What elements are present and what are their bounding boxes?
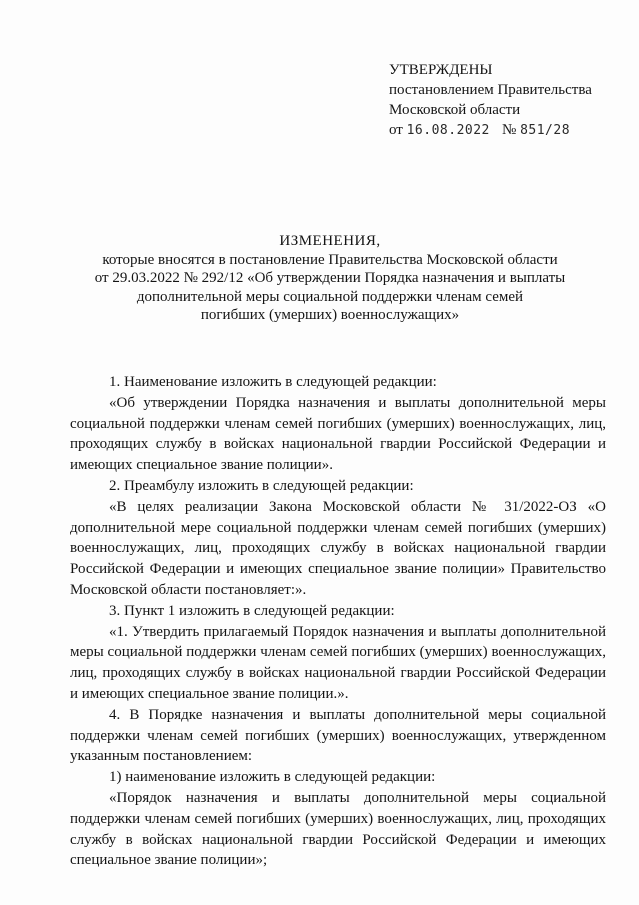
approval-number-prefix: № [502,122,517,138]
document-body [70,372,606,871]
approval-stamp-block [389,60,629,140]
approval-date-number-line [389,120,629,140]
approval-title: УТВЕРЖДЕНЫ [389,62,493,78]
paragraph-4-item-1-quote: «Порядок назначения и выплаты дополнительной меры социальной поддержки членам семей погибших (умерших) военнослужащих, лиц, проходящих службу в войсках национальной гвардии Российской Федерации и имеющих специальное звание полиции»; [70,789,606,869]
heading-line-3: дополнительной меры социальной поддержки членам семей [136,288,524,305]
paragraph-3: 3. Пункт 1 изложить в следующей редакции: [109,602,395,619]
paragraph-2-quote: «В целях реализации Закона Московской области № 31/2022-ОЗ «О дополнительной мере социальной поддержки членам семей погибших (умерших) военнослужащих, лиц, проходящих службу в войсках национальной гвардии Российской Федерации и имеющих специальное звание полиции» Правительство Московской области постановляет:». [70,498,606,598]
approval-authority: постановлением Правительства [389,82,592,98]
paragraph-1-quote: «Об утверждении Порядка назначения и выплаты дополнительной меры социальной поддержки членам семей погибших (умерших) военнослужащих, лиц, проходящих службу в войсках национальной гвардии Российской Федерации и имеющих специальное звание полиции». [70,394,606,474]
paragraph-4: 4. В Порядке назначения и выплаты дополнительной меры социальной поддержки членам семей погибших (умерших) военнослужащих, утвержденном указанным постановлением: [70,706,606,765]
approval-number: 851/28 [520,123,571,138]
approval-date: 16.08.2022 [406,123,490,138]
paragraph-4-item-1: 1) наименование изложить в следующей редакции: [109,769,436,786]
heading-line-1: которые вносятся в постановление Правительства Московской области [102,251,558,268]
document-heading [60,232,600,325]
approval-date-prefix: от [389,122,403,138]
paragraph-3-quote: «1. Утвердить прилагаемый Порядок назначения и выплаты дополнительной меры социальной поддержки членам семей погибших (умерших) военнослужащих, лиц, проходящих службу в войсках национальной гвардии Российской Федерации и имеющих специальное звание полиции.». [70,623,606,702]
heading-line-2: от 29.03.2022 № 292/12 «Об утверждении Порядка назначения и выплаты [94,270,566,286]
heading-title: ИЗМЕНЕНИЯ, [279,233,381,249]
paragraph-1: 1. Наименование изложить в следующей редакции: [109,374,437,390]
approval-number-group [502,120,570,141]
paragraph-2: 2. Преамбулу изложить в следующей редакции: [109,477,414,494]
heading-line-4: погибших (умерших) военнослужащих» [200,307,460,323]
approval-region: Московской области [389,102,521,118]
